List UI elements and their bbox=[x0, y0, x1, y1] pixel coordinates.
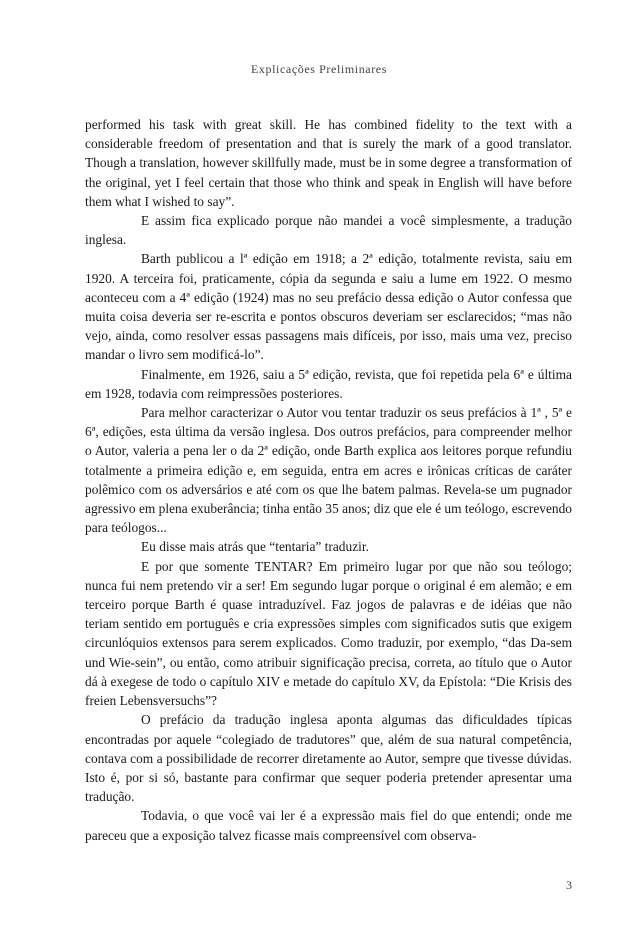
running-header: Explicações Preliminares bbox=[250, 62, 388, 76]
paragraph: E assim fica explicado porque não mandei a você simplesmente, a tradução inglesa. bbox=[85, 213, 572, 248]
paragraph: Para melhor caracterizar o Autor vou tentar traduzir os seus prefácios à 1ª , 5ª e 6ª, edições, esta última da versão inglesa. Dos outros prefácios, para compreender melhor o Autor, valeria a pena ler o da 2ª edição, onde Barth explica aos leitores porque refundiu totalmente a primeira edição e, em seguida, entra em acres e irônicas críticas de caráter polêmico com os adversários e até com os que lhe batem palmas. Revela-se um pugnador agressivo em plena exuberância; tinha então 35 anos; diz que ele é um teólogo, escrevendo para teólogos... bbox=[85, 405, 572, 536]
page-number: 3 bbox=[566, 878, 572, 892]
body-text bbox=[85, 115, 572, 845]
paragraph: Barth publicou a lª edição em 1918; a 2ª edição, totalmente revista, saiu em 1920. A terceira foi, praticamente, cópia da segunda e saiu a lume em 1922. O mesmo aconteceu com a 4ª edição (1924) mas no seu prefácio dessa edição o Autor confessa que muita coisa deveria ser re-escrita e pontos obscuros deveriam ser esclarecidos; “mas não vejo, ainda, como resolver essas passagens mais difíceis, por isso, mais uma vez, preciso mandar o livro sem modificá-lo”. bbox=[85, 251, 572, 363]
paragraph: Finalmente, em 1926, saiu a 5ª edição, revista, que foi repetida pela 6ª e última em 1928, todavia com reimpressões posteriores. bbox=[85, 366, 572, 401]
paragraph: Eu disse mais atrás que “tentaria” traduzir. bbox=[141, 539, 369, 555]
paragraph: Todavia, o que você vai ler é a expressão mais fiel do que entendi; onde me pareceu que a exposição talvez ficasse mais compreensível com observa- bbox=[85, 808, 572, 843]
paragraph: E por que somente TENTAR? Em primeiro lugar por que não sou teólogo; nunca fui nem pretendo vir a ser! Em segundo lugar porque o original é em alemão; e em terceiro porque Barth é quase intraduzível. Faz jogos de palavras e de idéias que não teriam sentido em português e cria expressões simples com significados sutis que exigem circunlóquios extensos para serem explicados. Como traduzir, por exemplo, “das Da-sem und Wie-sein”, ou então, como atribuir significação precisa, correta, ao título que o Autor dá à exegese de todo o capítulo XIV e metade do capítulo XV, da Epístola: “Die Krisis des freien Lebensversuchs”? bbox=[85, 558, 572, 709]
paragraph: O prefácio da tradução inglesa aponta algumas das dificuldades típicas encontradas por aquele “colegiado de tradutores” que, além de sua natural competência, contava com a possibilidade de recorrer diretamente ao Autor, sempre que tivesse dúvidas. Isto é, por si só, bastante para confirmar que sequer poderia pretender apresentar uma tradução. bbox=[85, 712, 572, 805]
paragraph-continued-quote: performed his task with great skill. He has combined fidelity to the text with a considerable freedom of presentation and that is surely the mark of a good translator. Though a translation, however skillfully made, must be in some degree a transformation of the original, yet I feel certain that those who think and speak in English will have before them what I wished to say”. bbox=[85, 117, 572, 209]
